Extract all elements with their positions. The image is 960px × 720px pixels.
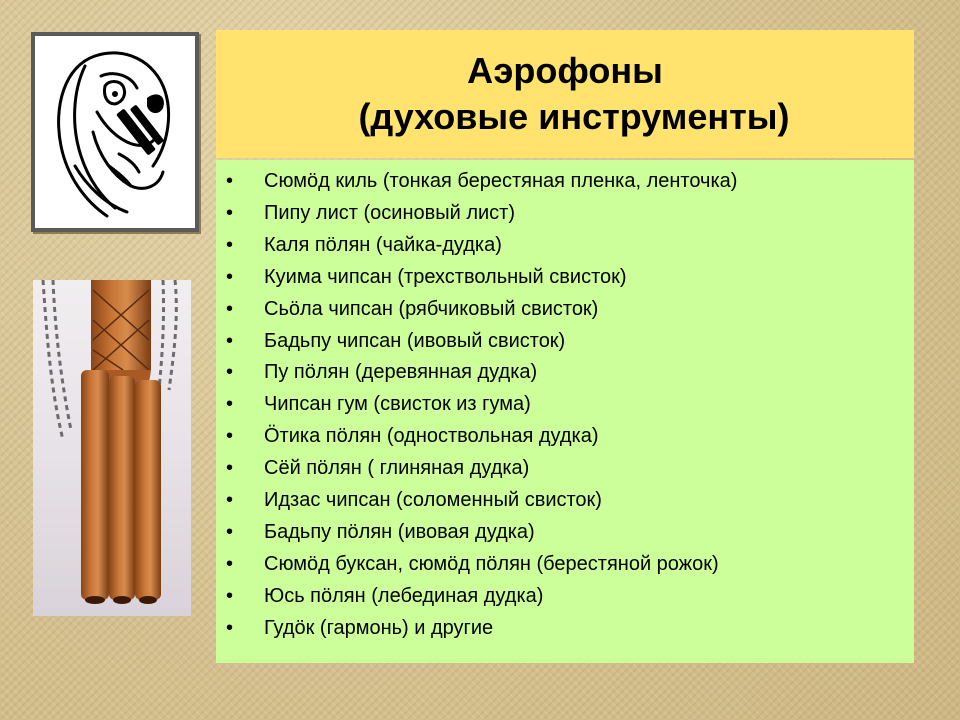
bullet-icon: • bbox=[226, 489, 234, 512]
list-item-text: Сьӧла чипсан (рябчиковый свисток) bbox=[264, 297, 599, 320]
bullet-icon: • bbox=[226, 170, 234, 192]
bullet-icon: • bbox=[226, 361, 234, 384]
bullet-icon: • bbox=[226, 520, 234, 543]
list-item bbox=[216, 517, 914, 549]
list-item-text: Пипу лист (осиновый лист) bbox=[264, 201, 516, 224]
bullet-icon: • bbox=[226, 393, 234, 416]
list-item bbox=[216, 262, 914, 294]
list-item-text: Гудӧк (гармонь) и другие bbox=[264, 616, 494, 639]
list-item-text: Пу пӧлян (деревянная дудка) bbox=[264, 361, 538, 384]
bullet-icon: • bbox=[226, 297, 234, 320]
title-line-2: (духовые инструменты) bbox=[358, 96, 790, 137]
list-item-text: Ӧтика пӧлян (одноствольная дудка) bbox=[264, 425, 599, 448]
list-item-text: Сюмӧд киль (тонкая берестяная пленка, ленточка) bbox=[264, 170, 738, 192]
bullet-icon: • bbox=[226, 552, 234, 575]
pipe-photo bbox=[33, 280, 191, 616]
triple-pipe-icon bbox=[33, 280, 191, 616]
list-item bbox=[216, 581, 914, 613]
musician-emblem-drawing bbox=[31, 32, 199, 232]
title-line-1: Аэрофоны bbox=[467, 50, 663, 91]
musician-figure-icon bbox=[35, 36, 195, 228]
list-item-text: Бадьпу пӧлян (ивовая дудка) bbox=[264, 520, 535, 543]
list-item bbox=[216, 421, 914, 453]
bullet-icon: • bbox=[226, 425, 234, 448]
bullet-icon: • bbox=[226, 329, 234, 352]
list-item bbox=[216, 294, 914, 326]
list-item bbox=[216, 453, 914, 485]
bullet-icon: • bbox=[226, 584, 234, 607]
list-item-text: Бадьпу чипсан (ивовый свисток) bbox=[264, 329, 566, 352]
list-item bbox=[216, 485, 914, 517]
list-item bbox=[216, 389, 914, 421]
list-item-text: Идзас чипсан (соломенный свисток) bbox=[264, 489, 602, 512]
bullet-icon: • bbox=[226, 201, 234, 224]
bullet-icon: • bbox=[226, 457, 234, 480]
list-item bbox=[216, 326, 914, 358]
bullet-icon: • bbox=[226, 616, 234, 639]
bullet-icon: • bbox=[226, 233, 234, 256]
bullet-icon: • bbox=[226, 265, 234, 288]
instrument-list bbox=[216, 166, 914, 645]
list-item bbox=[216, 357, 914, 389]
list-item-text: Юсь пӧлян (лебединая дудка) bbox=[264, 584, 544, 607]
list-item-text: Каля пӧлян (чайка-дудка) bbox=[264, 233, 502, 256]
instrument-list-panel bbox=[216, 160, 914, 663]
slide-title bbox=[216, 30, 914, 158]
list-item-text: Сюмӧд буксан, сюмӧд пӧлян (берестяной рожок) bbox=[264, 552, 719, 575]
list-item bbox=[216, 198, 914, 230]
list-item bbox=[216, 230, 914, 262]
list-item bbox=[216, 166, 914, 198]
list-item-text: Сёй пӧлян ( глиняная дудка) bbox=[264, 457, 530, 480]
list-item-text: Чипсан гум (свисток из гума) bbox=[264, 393, 531, 416]
list-item bbox=[216, 613, 914, 645]
list-item-text: Куима чипсан (трехствольный свисток) bbox=[264, 265, 627, 288]
list-item bbox=[216, 549, 914, 581]
